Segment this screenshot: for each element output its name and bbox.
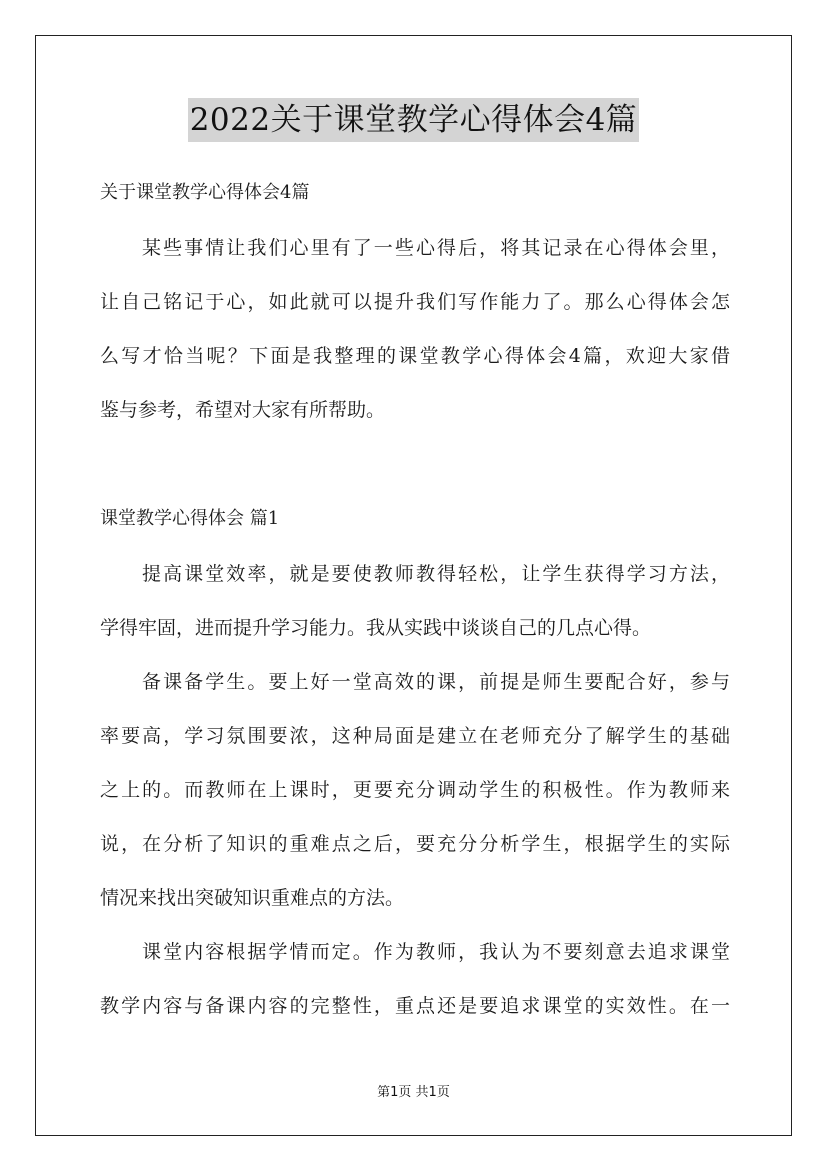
document-title: 2022关于课堂教学心得体会4篇 <box>188 98 640 142</box>
section-p2-line-5: 情况来找出突破知识重难点的方法。 <box>100 887 405 909</box>
page-number-label: 第1页 共1页 <box>377 1085 450 1100</box>
intro-line-4: 鉴与参考，希望对大家有所帮助。 <box>100 399 386 421</box>
intro-line-2: 让自己铭记于心，如此就可以提升我们写作能力了。那么心得体会怎 <box>100 291 730 313</box>
section-p3-line-2: 教学内容与备课内容的完整性，重点还是要追求课堂的实效性。在一 <box>100 995 730 1017</box>
title-container <box>0 98 827 142</box>
document-subtitle: 关于课堂教学心得体会4篇 <box>100 182 310 203</box>
page-footer <box>0 1085 827 1101</box>
section-p2-line-1: 备课备学生。要上好一堂高效的课，前提是师生要配合好，参与 <box>142 671 730 693</box>
section-p1-line-2: 学得牢固，进而提升学习能力。我从实践中谈谈自己的几点心得。 <box>100 617 652 639</box>
intro-line-3: 么写才恰当呢？下面是我整理的课堂教学心得体会4篇，欢迎大家借 <box>100 345 730 367</box>
section-p3-line-1: 课堂内容根据学情而定。作为教师，我认为不要刻意去追求课堂 <box>142 941 730 963</box>
section-heading: 课堂教学心得体会 篇1 <box>100 508 280 529</box>
section-p2-line-2: 率要高，学习氛围要浓，这种局面是建立在老师充分了解学生的基础 <box>100 725 730 747</box>
section-p1-line-1: 提高课堂效率，就是要使教师教得轻松，让学生获得学习方法， <box>142 563 730 585</box>
section-p2-line-4: 说，在分析了知识的重难点之后，要充分分析学生，根据学生的实际 <box>100 833 730 855</box>
section-p2-line-3: 之上的。而教师在上课时，更要充分调动学生的积极性。作为教师来 <box>100 779 730 801</box>
intro-line-1: 某些事情让我们心里有了一些心得后，将其记录在心得体会里， <box>142 237 730 259</box>
